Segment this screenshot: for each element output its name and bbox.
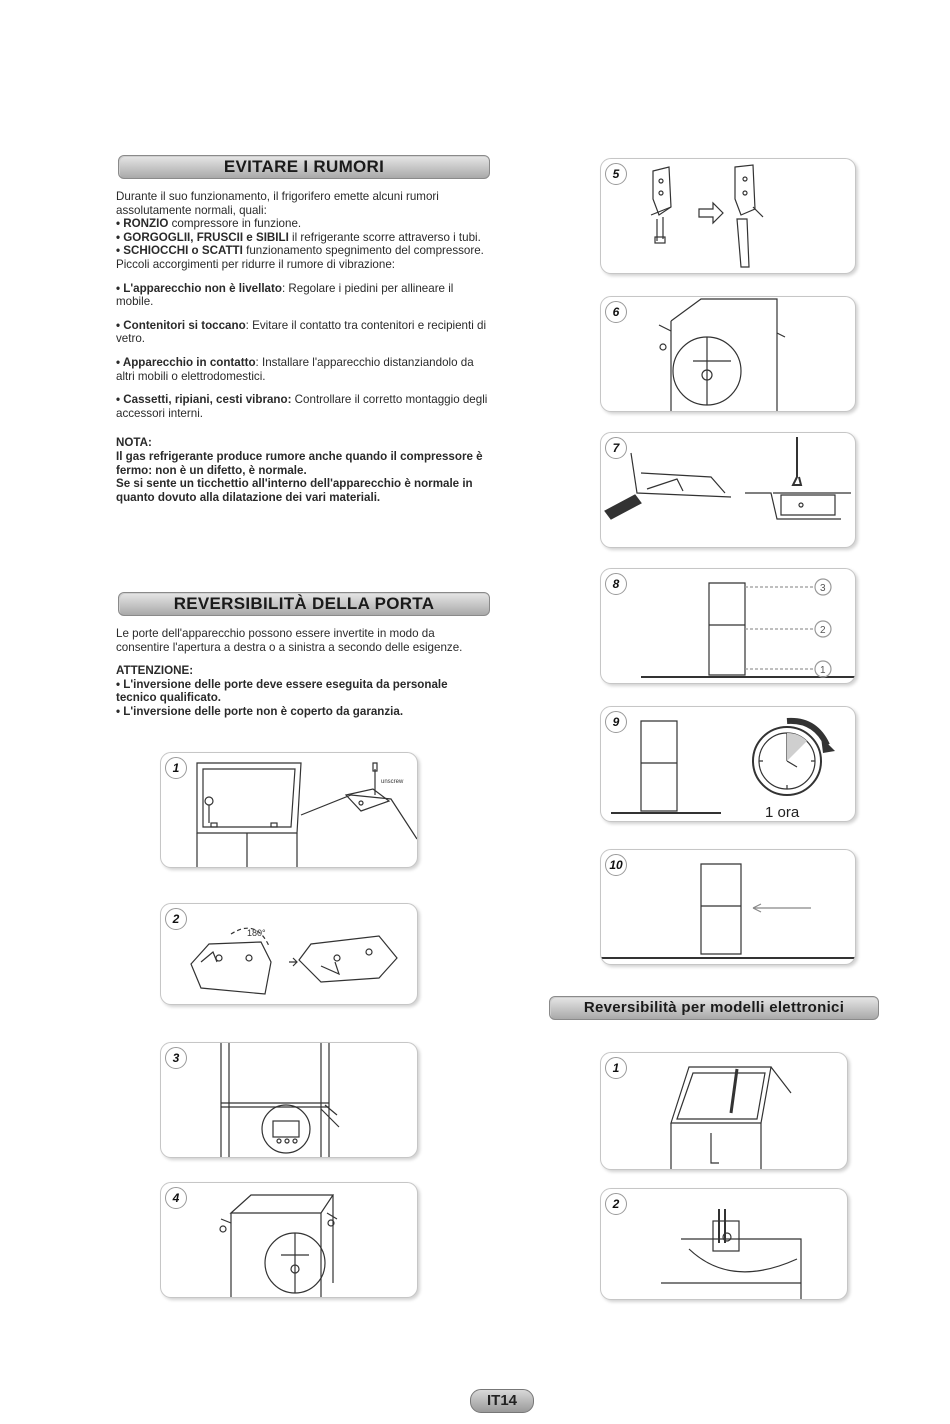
step-8-illustration bbox=[601, 569, 855, 683]
step-1-illustration bbox=[161, 753, 417, 867]
step-panel-3 bbox=[160, 1042, 418, 1158]
noise-tip: • Contenitori si toccano: Evitare il contatto tra contenitori e recipienti di vetro. bbox=[116, 318, 487, 346]
step-panel-5 bbox=[600, 158, 856, 274]
electronic-step-1-illustration bbox=[601, 1053, 847, 1169]
noise-tips-intro: Piccoli accorgimenti per ridurre il rumore di vibrazione: bbox=[116, 257, 395, 271]
step-panel-6 bbox=[600, 296, 856, 412]
door-text-block bbox=[116, 627, 488, 719]
unscrew-label: unscrew bbox=[381, 779, 404, 785]
door-intro: Le porte dell'apparecchio possono essere invertite in modo da consentire l'apertura a destra o a sinistra a secondo delle esigenze. bbox=[116, 627, 463, 654]
noise-tip: • Apparecchio in contatto: Installare l'apparecchio distanziandolo da altri mobili o elettrodomestici. bbox=[116, 355, 474, 383]
electronic-step-panel-2 bbox=[600, 1188, 848, 1300]
step-number-badge: 6 bbox=[605, 301, 627, 323]
electronic-step-2-illustration bbox=[601, 1189, 847, 1299]
step-panel-7 bbox=[600, 432, 856, 548]
warning-title: ATTENZIONE: bbox=[116, 664, 194, 678]
step-2-illustration bbox=[161, 904, 417, 1004]
warning-line: • L'inversione delle porte deve essere eseguita da personale tecnico qualificato. bbox=[116, 677, 448, 705]
note-line: Se si sente un ticchettio all'interno dell'apparecchio è normale in quanto dovuto alla dilatazione dei vari materiali. bbox=[116, 477, 473, 504]
callout-3: 3 bbox=[820, 583, 826, 594]
noise-intro: Durante il suo funzionamento, il frigorifero emette alcuni rumori assolutamente normali, quali: bbox=[116, 190, 439, 217]
step-4-illustration bbox=[161, 1183, 417, 1297]
step-number-badge: 1 bbox=[605, 1057, 627, 1079]
warning-line: • L'inversione delle porte non è coperto da garanzia. bbox=[116, 704, 404, 718]
step-number-badge: 2 bbox=[165, 908, 187, 930]
note-line: Il gas refrigerante produce rumore anche quando il compressore è fermo: non è un difetto, è normale. bbox=[116, 449, 483, 477]
step-number-badge: 5 bbox=[605, 163, 627, 185]
electronic-step-panel-1 bbox=[600, 1052, 848, 1170]
noise-tip: • L'apparecchio non è livellato: Regolare i piedini per allineare il mobile. bbox=[116, 281, 454, 309]
section-title-electronic: Reversibilità per modelli elettronici bbox=[549, 996, 879, 1020]
step-10-illustration bbox=[601, 850, 855, 964]
section-title-door-reversal: REVERSIBILITÀ DELLA PORTA bbox=[118, 592, 490, 616]
section-title-noise: EVITARE I RUMORI bbox=[118, 155, 490, 179]
step-7-illustration bbox=[601, 433, 855, 547]
step-number-badge: 7 bbox=[605, 437, 627, 459]
noise-item: • SCHIOCCHI o SCATTI funzionamento spegnimento del compressore. bbox=[116, 244, 484, 258]
step-number-badge: 3 bbox=[165, 1047, 187, 1069]
step-panel-4 bbox=[160, 1182, 418, 1298]
step-panel-10 bbox=[600, 849, 856, 965]
step-panel-9 bbox=[600, 706, 856, 822]
step-number-badge: 2 bbox=[605, 1193, 627, 1215]
page-number: IT14 bbox=[470, 1389, 534, 1413]
step-number-badge: 10 bbox=[605, 854, 627, 876]
step-3-illustration bbox=[161, 1043, 417, 1157]
note-title: NOTA: bbox=[116, 436, 152, 450]
step-number-badge: 4 bbox=[165, 1187, 187, 1209]
step-panel-2 bbox=[160, 903, 418, 1005]
noise-tip: • Cassetti, ripiani, cesti vibrano: Controllare il corretto montaggio degli accessori interni. bbox=[116, 393, 488, 420]
noise-text-block bbox=[116, 190, 488, 504]
angle-label: 180° bbox=[247, 928, 266, 938]
step-number-badge: 1 bbox=[165, 757, 187, 779]
time-caption: 1 ora bbox=[765, 804, 800, 821]
noise-item: • GORGOGLII, FRUSCII e SIBILI il refrigerante scorre attraverso i tubi. bbox=[116, 230, 481, 244]
step-number-badge: 9 bbox=[605, 711, 627, 733]
noise-item: • RONZIO compressore in funzione. bbox=[116, 217, 302, 231]
step-panel-8 bbox=[600, 568, 856, 684]
step-6-illustration bbox=[601, 297, 855, 411]
step-5-illustration bbox=[601, 159, 855, 273]
step-panel-1 bbox=[160, 752, 418, 868]
callout-2: 2 bbox=[820, 625, 826, 636]
step-number-badge: 8 bbox=[605, 573, 627, 595]
callout-1: 1 bbox=[820, 665, 826, 676]
step-9-illustration bbox=[601, 707, 855, 821]
